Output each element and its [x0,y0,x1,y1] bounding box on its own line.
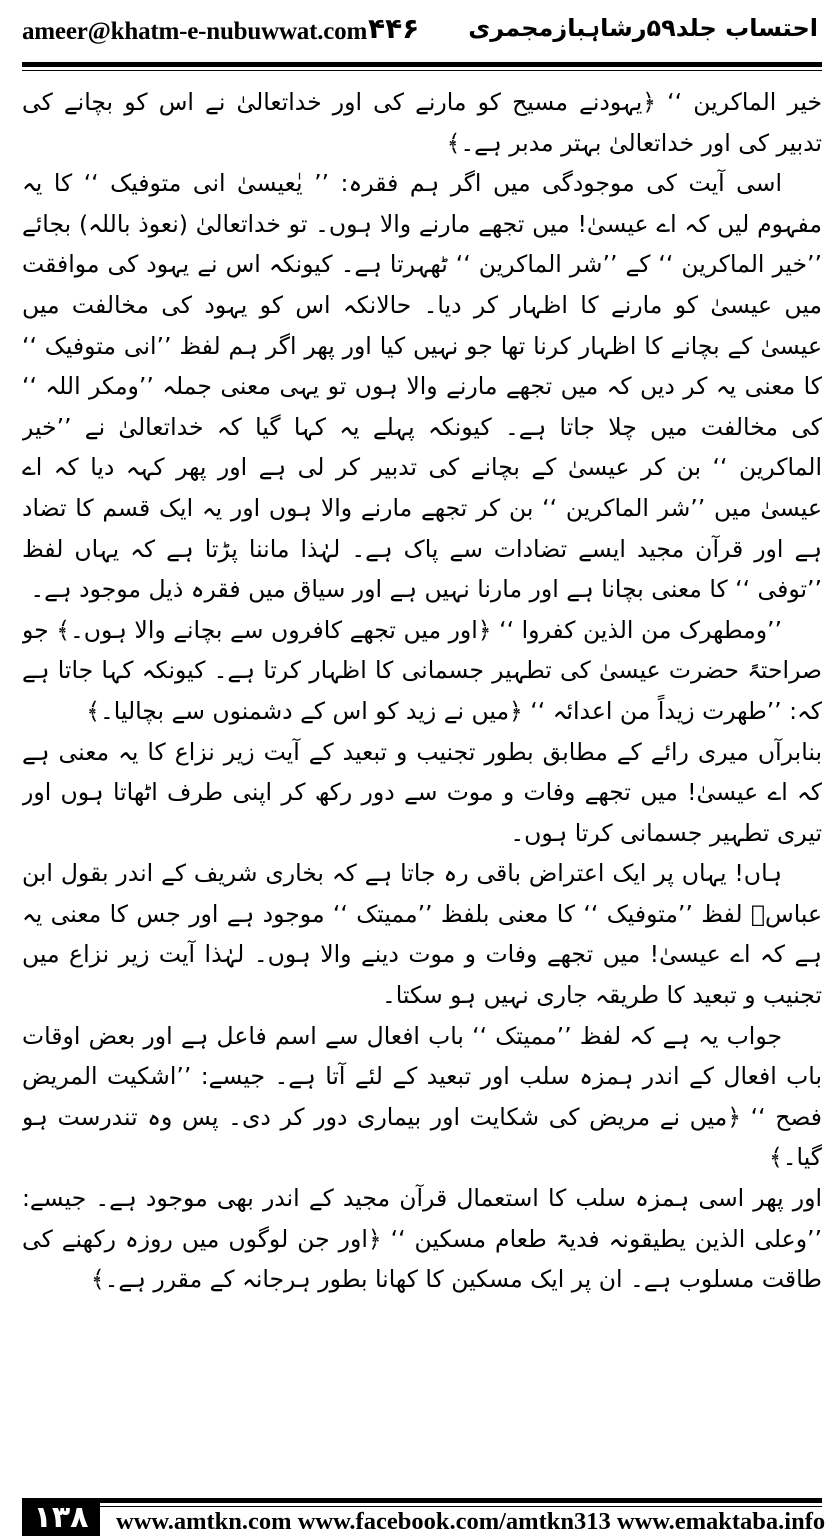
paragraph: جواب یہ ہے کہ لفظ ’’ممیتک ‘‘ باب افعال سے اسم فاعل ہے اور بعض اوقات باب افعال کے اندر ہمزہ سلب اور تبعید کے لئے آتا ہے۔ جیسے: ’’اشکیت المریض فصح ‘‘ ﴿میں نے مریض کی شکایت اور بیماری دور کر دی۔ پس وہ تندرست ہو گیا۔﴾ [22,1021,822,1172]
header-rule-thin [22,70,822,71]
footer-rule-thin [22,1506,822,1507]
paragraph: خیر الماکرین ‘‘ ﴿یہودنے مسیح کو مارنے کی اور خداتعالیٰ نے اس کو بچانے کی تدبیر کی اور خداتعالیٰ بہتر مدبر ہے۔﴾ [22,88,822,157]
header-rule [22,62,822,67]
footer-rule [22,1498,822,1503]
footer-urls: www.amtkn.com www.facebook.com/amtkn313 www.emaktaba.info [116,1508,826,1535]
page-header [0,0,840,62]
header-email: ameer@khatm-e-nubuwwat.com [22,18,368,45]
paragraph: اور پھر اسی ہمزہ سلب کا استعمال قرآن مجید کے اندر بھی موجود ہے۔ جیسے: ’’وعلی الذین یطیقونہ فدیۃ طعام مسکین ‘‘ ﴿اور جن لوگوں میں روزہ رکھنے کی طاقت مسلوب ہے۔ ان پر ایک مسکین کا کھانا بطور ہرجانہ کے مقرر ہے۔﴾ [22,1184,822,1294]
header-page-number: ۴۴۶ [368,12,420,45]
paragraph: ہاں! یہاں پر ایک اعتراض باقی رہ جاتا ہے کہ بخاری شریف کے اندر بقول ابن عباسؓ لفظ ’’متوفیک ‘‘ کا معنی بلفظ ’’ممیتک ‘‘ موجود ہے اور جس کا معنی یہ ہے کہ اے عیسیٰ! میں تجھے وفات و موت دینے والا ہوں۔ لہٰذا آیت زیر نزاع میں تجنیب و تبعید کا طریقہ جاری نہیں ہو سکتا۔ [22,859,822,1010]
footer-page-number: ۱۳۸ [22,1498,100,1536]
paragraph: ’’ومطھرک من الذین کفروا ‘‘ ﴿اور میں تجھے کافروں سے بچانے والا ہوں۔﴾ جو صراحتہً حضرت عیسیٰ کی تطہیر جسمانی کا اظہار کرتا ہے۔ کیونکہ کہا جاتا ہے کہ: ’’طھرت زیداً من اعدائہ ‘‘ ﴿میں نے زید کو اس کے دشمنوں سے بچالیا۔﴾ [22,615,822,725]
body-text [22,82,822,1467]
page-footer [0,1478,840,1540]
paragraph: اسی آیت کی موجودگی میں اگر ہم فقرہ: ’’ یٰعیسیٰ انی متوفیک ‘‘ کا یہ مفہوم لیں کہ اے عیسیٰ! میں تجھے مارنے والا ہوں۔ تو خداتعالیٰ (نعوذ باللہ) بجائے ’’خیر الماکرین ‘‘ کے ’’شر الماکرین ‘‘ ٹھہرتا ہے۔ کیونکہ اس نے یہود کی موافقت میں عیسیٰ کو مارنے کا اظہار کر دیا۔ حالانکہ اس کو یہود کی مخالفت میں عیسیٰ کے بچانے کا اظہار کرنا تھا جو نہیں کیا اور پھر اگر ہم لفظ ’’انی متوفیک ‘‘ کا معنی یہ کر دیں کہ میں تجھے مارنے والا ہوں تو یہی معنی جملہ ’’ومکر اللہ ‘‘ کی مخالفت میں چلا جاتا ہے۔ کیونکہ پہلے یہ کہا گیا کہ خداتعالیٰ نے ’’خیر الماکرین ‘‘ بن کر عیسیٰ کے بچانے کی تدبیر کر لی ہے اور پھر کہہ دیا کہ اے عیسیٰ میں ’’شر الماکرین ‘‘ بن کر تجھے مارنے والا ہوں اور یہ ایک قسم کا تضاد ہے اور قرآن مجید ایسے تضادات سے پاک ہے۔ لہٰذا ماننا پڑتا ہے کہ یہاں لفظ ’’توفی ‘‘ کا معنی بچانا ہے اور مارنا نہیں ہے اور سیاق میں فقرہ ذیل موجود ہے۔ [22,169,822,604]
running-title: احتساب جلد۵۹رشاہبازمجمری [468,14,818,42]
paragraph: بنابرآں میری رائے کے مطابق بطور تجنیب و تبعید کے آیت زیر نزاع کا یہ معنی ہے کہ اے عیسیٰ! میں تجھے وفات و موت سے دور رکھ کر اپنی طرف اٹھاتا ہوں اور تیری تطہیر جسمانی کرتا ہوں۔ [22,737,822,847]
